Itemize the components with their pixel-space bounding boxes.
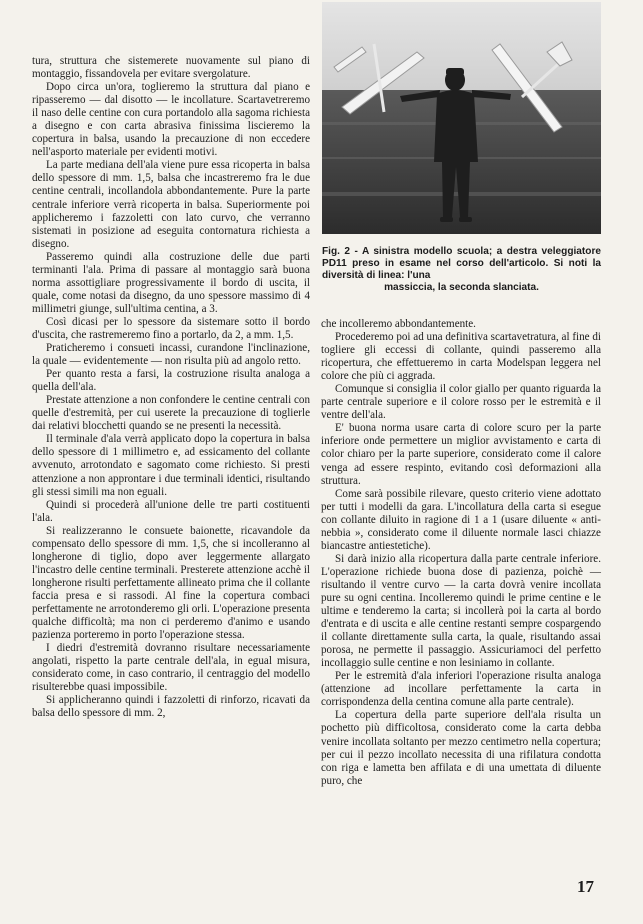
paragraph: Come sarà possibile rilevare, questo criterio viene adottato per tutti i modelli da gara. L'incollatura della carta si esegue con collante diluito in ragione di 1 a 1 (usare diluente « anti-nebbia », considerato come il diluente normale lasci chiazze biancastre antiestetiche). <box>321 487 601 552</box>
paragraph: Procederemo poi ad una definitiva scartavetratura, al fine di togliere gli eccessi di collante, quindi passeremo alla ricopertura, che effettueremo in carta Modelspan leggera nel colore che più ci aggrada. <box>321 331 601 383</box>
page-number: 17 <box>577 877 594 896</box>
paragraph: che incolleremo abbondantemente. <box>321 318 476 330</box>
caption-main-text: Fig. 2 - A sinistra modello scuola; a destra veleggiatore PD11 preso in esame nel corso dell'articolo. Si noti la diversità di linea: l'una <box>322 246 601 281</box>
paragraph: Prestate attenzione a non confondere le centine centrali con quelle d'estremità, per cui userete la precauzione di toglierle dai relativi blocchetti quando se ne presenti la necessità. <box>32 394 310 433</box>
figure-caption <box>322 246 601 294</box>
photo-illustration <box>322 2 601 234</box>
right-text-column <box>321 318 601 788</box>
figure-photo <box>322 2 601 234</box>
paragraph: La copertura della parte superiore dell'ala risulta un pochetto più difficoltosa, considerato come la carta debba venire incollata soltanto per mezzo centimetro nella copertura; per cui il pezzo incollato necessita di una rifilatura condotta con riga e lametta ben affilata e di una umettata di diluente puro, che <box>321 709 601 787</box>
paragraph: Il terminale d'ala verrà applicato dopo la copertura in balsa dello spessore di 1 millimetro e, ad essicamento del collante avvenuto, arrotondato e sagomato come richiesto. Si presti attenzione a non approntare i due terminali identici, risultando gli stessi simili ma non eguali. <box>32 433 310 498</box>
paragraph: Comunque si consiglia il color giallo per quanto riguarda la parte centrale superiore e il colore rosso per le estremità e il ventre dell'ala. <box>321 383 601 422</box>
paragraph: tura, struttura che sistemerete nuovamente sul piano di montaggio, fissandovela per evitare svergolature. <box>32 55 310 81</box>
paragraph: La parte mediana dell'ala viene pure essa ricoperta in balsa dello spessore di mm. 1,5, balsa che incastreremo fra le due centine centrali, incollandola abbondantemente. Pure la parte centrale inferiore verrà ricoperta in balsa. Superiormente poi applicheremo i fazzoletti con lato curvo, che verranno sistemati in posizione ad eseguita contornatura richiesta a disegno. <box>32 159 310 250</box>
paragraph: Dopo circa un'ora, toglieremo la struttura dal piano e ripasseremo — dal disotto — le incollature. Scartavetreremo il naso delle centine con cura portandolo alla sagoma richiesta a disegno e con carta abrasiva finissima liscieremo la copertura in balsa, usando la precauzione di non eccedere nell'asporto materiale per evidenti motivi. <box>32 81 310 159</box>
paragraph: Per le estremità d'ala inferiori l'operazione risulta analoga (attenzione ad incollare perfettamente la carta in corrispondenza della centina comune alla parte centrale). <box>321 670 601 709</box>
paragraph: Si realizzeranno le consuete baionette, ricavandole da compensato dello spessore di mm. 1,5, che si incolleranno al longherone di tiglio, dopo aver leggermente allargato l'incastro delle centine terminali. Presterete attenzione acchè il longherone risulti perfettamente allineato prima che il collante faccia presa e si rassodi. Al fine la copertura combaci perfettamente ne arrotonderemo gli orli. L'operazione presenta qualche difficoltà; ma non ci perderemo d'animo e usando pazienza porteremo in porto l'operazione stessa. <box>32 524 310 642</box>
paragraph: Per quanto resta a farsi, la costruzione risulta analoga a quella dell'ala. <box>32 368 310 394</box>
left-text-column <box>32 55 310 720</box>
paragraph: Quindi si procederà all'unione delle tre parti costituenti l'ala. <box>32 498 310 524</box>
caption-last-line: massiccia, la seconda slanciata. <box>384 282 539 293</box>
paragraph: Si darà inizio alla ricopertura dalla parte centrale inferiore. L'operazione richiede buona dose di pazienza, poichè — risultando il ventre curvo — la carta dovrà venire incollata pure su ogni centina. Incolleremo quindi le prime centine e le ultime e tenderemo la carta; si incollerà poi la carta al bordo d'entrata e di uscita e alle centine restanti sempre cospargendo il collante direttamente sulla carta, la quale, risultando assai porosa, ne permette il passaggio. Assicuriamoci del perfetto incollaggio sulle centine e non lesiniamo in collante. <box>321 552 601 670</box>
paragraph: Così dicasi per lo spessore da sistemare sotto il bordo d'uscita, che rastremeremo fino a portarlo, da 2, a mm. 1,5. <box>32 315 310 341</box>
paragraph: E' buona norma usare carta di colore scuro per la parte inferiore onde permettere un miglior avvistamento e carta di color chiaro per la parte superiore, considerato come il calore venga ad essere respinto, evitando così deformazioni alla struttura. <box>321 422 601 487</box>
paragraph: Si applicheranno quindi i fazzoletti di rinforzo, ricavati da balsa dello spessore di mm. 2, <box>32 694 310 720</box>
paragraph: I diedri d'estremità dovranno risultare necessariamente angolati, rispetto la parte centrale dell'ala, in egual misura, considerato come, in caso contrario, il centraggio del modello risulterebbe quasi impossibile. <box>32 642 310 694</box>
paragraph: Passeremo quindi alla costruzione delle due parti terminanti l'ala. Prima di passare al montaggio sarà buona norma assottigliare progressivamente il bordo di uscita, il quale, come notasi da disegno, da uno spessore massimo di 4 millimetri giunge, sull'ultima centina, a 3. <box>32 250 310 315</box>
paragraph: Praticheremo i consueti incassi, curandone l'inclinazione, la quale — evidentemente — non risulta più ad angolo retto. <box>32 342 310 368</box>
